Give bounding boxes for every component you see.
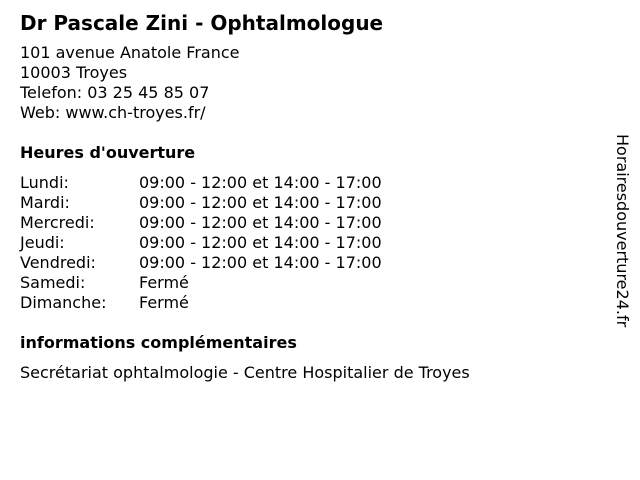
hours-day: Jeudi:: [20, 233, 65, 252]
hours-heading: Heures d'ouverture: [20, 143, 196, 162]
hours-row-sunday: [20, 293, 600, 313]
hours-day: Mardi:: [20, 193, 70, 212]
extra-info-heading: informations complémentaires: [20, 333, 297, 352]
practice-card: [20, 10, 600, 383]
hours-time: 09:00 - 12:00 et 14:00 - 17:00: [139, 193, 382, 212]
phone-number: Telefon: 03 25 45 85 07: [20, 83, 210, 102]
hours-day: Mercredi:: [20, 213, 95, 232]
hours-time: 09:00 - 12:00 et 14:00 - 17:00: [139, 213, 382, 232]
practice-title: Dr Pascale Zini - Ophtalmologue: [20, 11, 384, 35]
hours-day: Dimanche:: [20, 293, 107, 312]
hours-time: 09:00 - 12:00 et 14:00 - 17:00: [139, 253, 382, 272]
hours-time: 09:00 - 12:00 et 14:00 - 17:00: [139, 233, 382, 252]
hours-row-saturday: [20, 273, 600, 293]
address-block: [20, 43, 600, 123]
hours-row-friday: [20, 253, 600, 273]
extra-info-text: Secrétariat ophtalmologie - Centre Hospitalier de Troyes: [20, 363, 470, 382]
hours-time: Fermé: [139, 293, 189, 312]
postal-city: 10003 Troyes: [20, 63, 128, 82]
street-address: 101 avenue Anatole France: [20, 43, 240, 62]
site-watermark: Horairesdouverture24.fr: [613, 134, 632, 328]
hours-time: 09:00 - 12:00 et 14:00 - 17:00: [139, 173, 382, 192]
hours-row-monday: [20, 173, 600, 193]
hours-row-thursday: [20, 233, 600, 253]
website: Web: www.ch-troyes.fr/: [20, 103, 206, 122]
opening-hours-list: [20, 173, 600, 313]
hours-row-tuesday: [20, 193, 600, 213]
hours-day: Lundi:: [20, 173, 69, 192]
hours-row-wednesday: [20, 213, 600, 233]
hours-day: Samedi:: [20, 273, 86, 292]
hours-day: Vendredi:: [20, 253, 96, 272]
hours-time: Fermé: [139, 273, 189, 292]
